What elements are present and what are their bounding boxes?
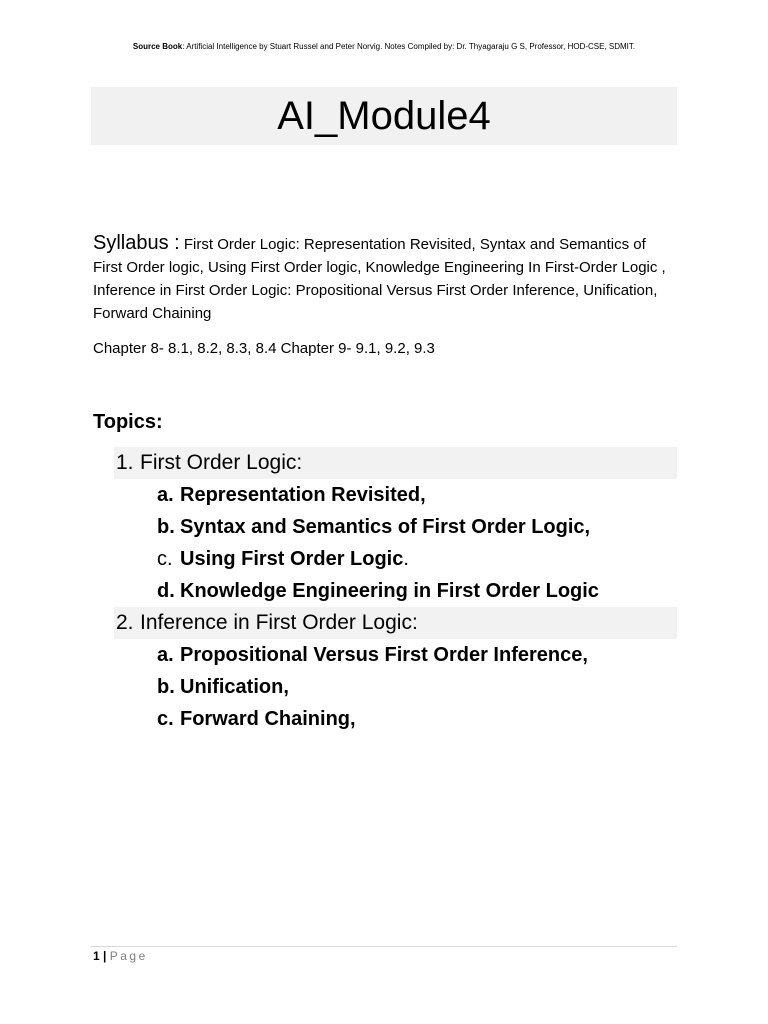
syllabus-text: First Order Logic: Representation Revisited, Syntax and Semantics of First Order logic, Using First Order logic, Knowledge Engineering In First-Order Logic , Inference in First Order Logic: Propositional Versus First Order Inference, Unification, Forward Chaining xyxy=(93,236,666,322)
footer-separator: | xyxy=(103,949,107,963)
topic-number: 1. xyxy=(116,451,134,474)
topic-number: 2. xyxy=(116,611,134,634)
footer-divider xyxy=(91,946,677,947)
subtopic-item xyxy=(157,703,677,735)
subtopic-letter: d. xyxy=(157,580,175,602)
topics-heading: Topics: xyxy=(93,411,163,433)
syllabus-paragraph xyxy=(93,232,679,325)
document-title: AI_Module4 xyxy=(91,87,677,145)
subtopic-item xyxy=(157,639,677,671)
subtopic-label: Knowledge Engineering in First Order Logic xyxy=(180,580,599,602)
subtopic-label: Unification, xyxy=(180,676,289,698)
subtopic-item xyxy=(157,543,677,575)
subtopic-item xyxy=(157,575,677,607)
topic-item-inference xyxy=(114,607,677,639)
header-source-label: Source Book xyxy=(132,42,183,51)
header-source-text: : Artificial Intelligence by Stuart Russel and Peter Norvig. Notes Compiled by: Dr. Thyagaraju G S, Professor, HOD-CSE, SDMIT. xyxy=(182,42,636,51)
subtopic-suffix: . xyxy=(403,548,409,570)
page-footer xyxy=(93,949,148,963)
subtopic-letter: b. xyxy=(157,516,175,538)
topic-item-first-order-logic xyxy=(114,447,677,479)
subtopic-letter: b. xyxy=(157,676,175,698)
page-word: Page xyxy=(109,949,148,963)
page-number: 1 xyxy=(93,949,100,963)
page-header xyxy=(0,42,768,51)
topic-label: First Order Logic: xyxy=(140,451,303,474)
syllabus-label: Syllabus : xyxy=(93,232,180,254)
subtopic-letter: a. xyxy=(157,644,174,666)
subtopic-label: Syntax and Semantics of First Order Logic, xyxy=(180,516,591,538)
chapter-list: Chapter 8- 8.1, 8.2, 8.3, 8.4 Chapter 9- 9.1, 9.2, 9.3 xyxy=(93,340,435,357)
subtopic-item xyxy=(157,511,677,543)
topic-label: Inference in First Order Logic: xyxy=(140,611,418,634)
subtopic-label: Using First Order Logic xyxy=(180,548,404,570)
subtopic-item xyxy=(157,479,677,511)
subtopic-label: Representation Revisited, xyxy=(180,484,426,506)
subtopic-label: Propositional Versus First Order Inference, xyxy=(180,644,588,666)
subtopic-letter: c. xyxy=(157,548,173,570)
subtopic-item xyxy=(157,671,677,703)
subtopic-label: Forward Chaining, xyxy=(180,708,356,730)
subtopic-letter: a. xyxy=(157,484,174,506)
subtopic-letter: c. xyxy=(157,708,174,730)
